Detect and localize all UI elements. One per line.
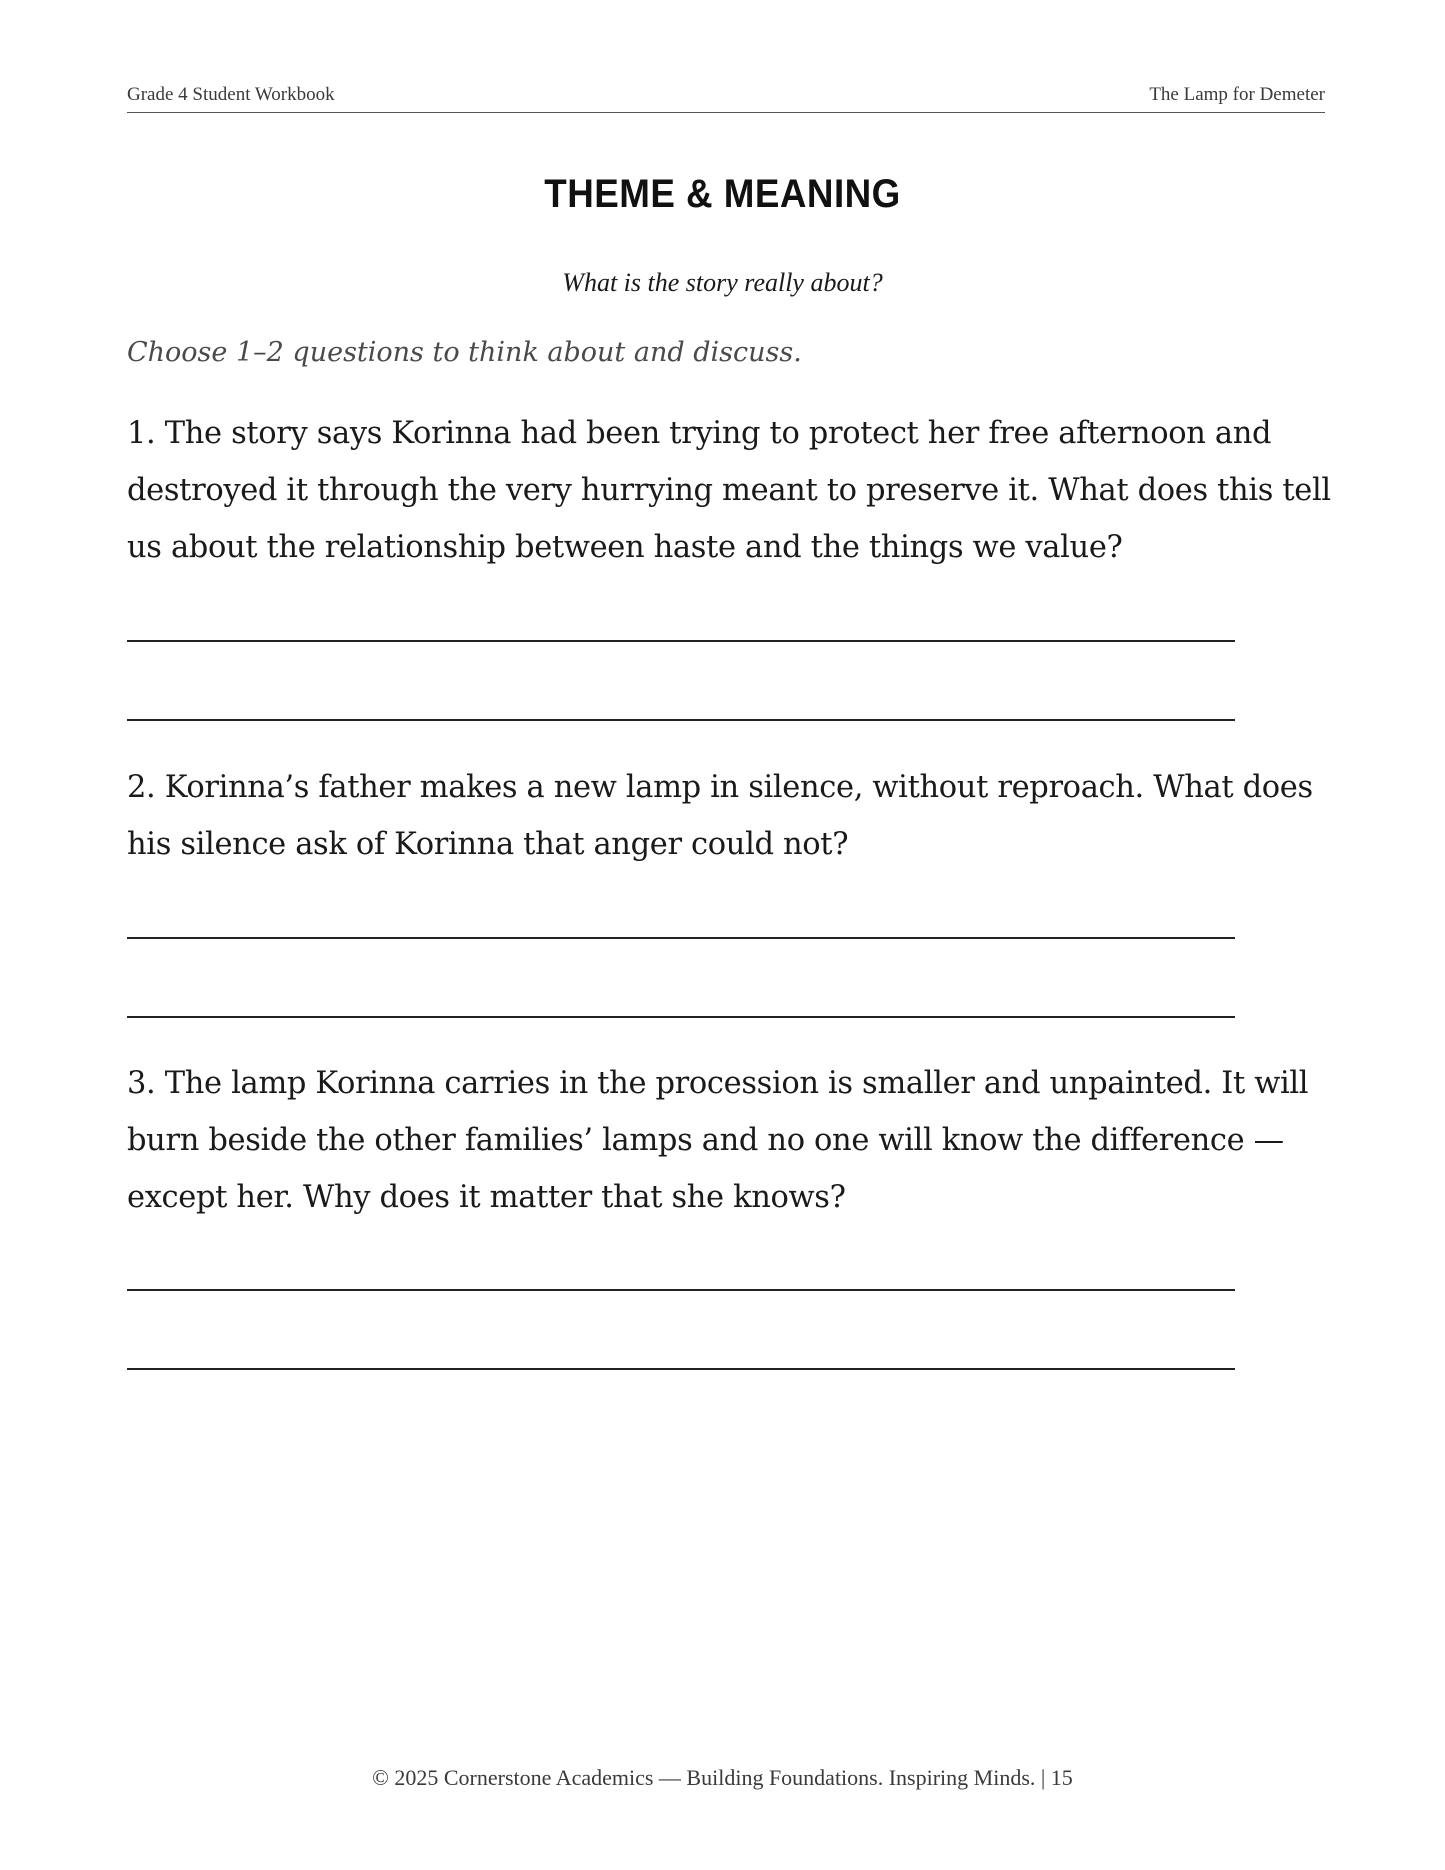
question-3: 3. The lamp Korinna carries in the procession is smaller and unpainted. It will burn beside the other families’ lamps and no one will know the difference — except her. Why does it matter that she knows?	[127, 1066, 1309, 1215]
answer-line[interactable]	[127, 937, 1235, 939]
header-story-title: The Lamp for Demeter	[1149, 84, 1325, 105]
question-1: 1. The story says Korinna had been trying to protect her free afternoon and destroyed it through the very hurrying meant to preserve it. What does this tell us about the relationship between haste and the things we value?	[127, 416, 1331, 565]
answer-line[interactable]	[127, 1289, 1235, 1291]
page-subtitle: What is the story really about?	[562, 268, 883, 297]
header-workbook-title: Grade 4 Student Workbook	[127, 84, 335, 105]
page-title: THEME & MEANING	[544, 172, 901, 216]
question-2: 2. Korinna’s father makes a new lamp in silence, without reproach. What does his silence ask of Korinna that anger could not?	[127, 770, 1313, 862]
instructions: Choose 1–2 questions to think about and discuss.	[127, 337, 802, 368]
page-footer: © 2025 Cornerstone Academics — Building Foundations. Inspiring Minds. | 15	[372, 1765, 1073, 1790]
page-header	[127, 84, 1325, 113]
answer-line[interactable]	[127, 1368, 1235, 1370]
answer-line[interactable]	[127, 719, 1235, 721]
answer-line[interactable]	[127, 1016, 1235, 1018]
answer-line[interactable]	[127, 640, 1235, 642]
